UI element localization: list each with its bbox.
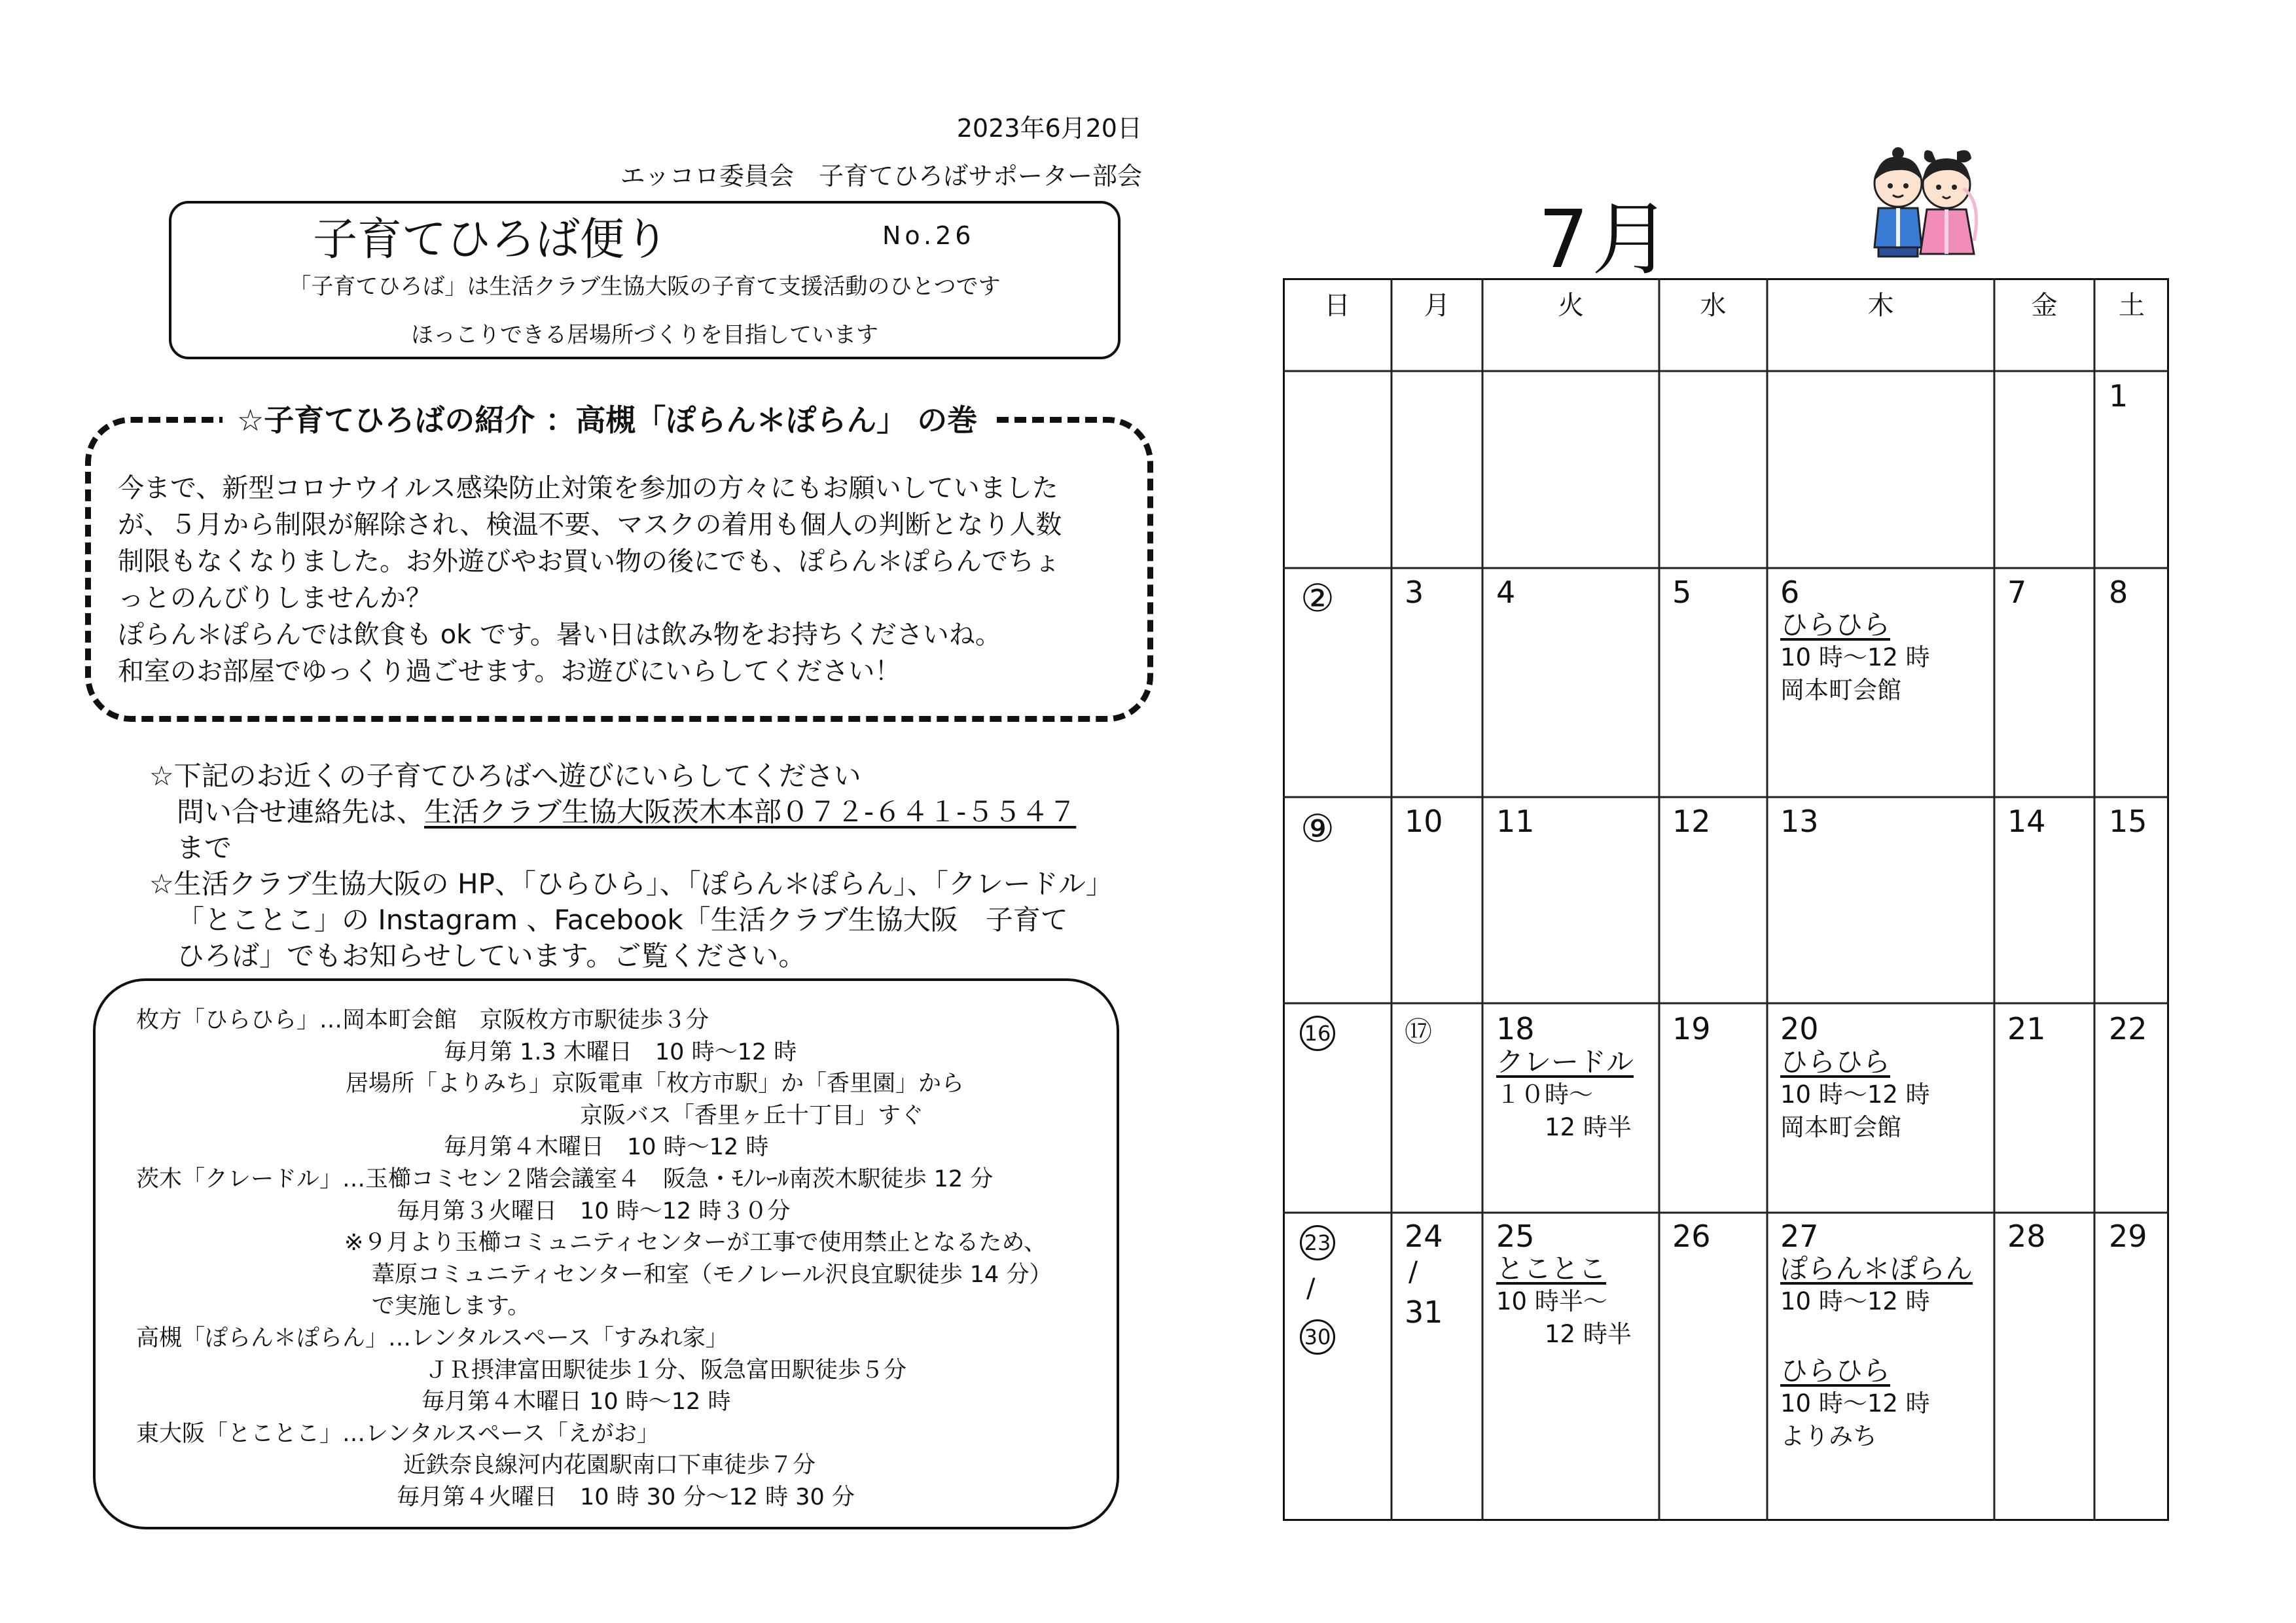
- location-line: 毎月第４木曜日 10 時～12 時: [422, 1389, 731, 1416]
- day-31: 31: [1405, 1294, 1443, 1330]
- event-day-6: [1780, 609, 1930, 707]
- event-time: 10 時～12 時: [1780, 1287, 1930, 1315]
- intro-line-2: ほっこりできる居場所づくりを目指しています: [411, 322, 878, 348]
- location-line: 毎月第４木曜日 10 時～12 時: [444, 1134, 769, 1161]
- notice-line: ☆生活クラブ生協大阪の HP、「ひらひら」、「ぽらん＊ぽらん」、「クレードル」: [149, 868, 1113, 900]
- location-line: 東大阪「とことこ」…レンタルスペース「えがお」: [136, 1420, 660, 1447]
- day-16-holiday: [1300, 1016, 1335, 1051]
- event-title: ひらひら: [1780, 1355, 1891, 1387]
- intro-line-1: 「子育てひろば」は生活クラブ生協大阪の子育て支援活動のひとつです: [289, 274, 1001, 300]
- location-line: 京阪バス「香里ヶ丘十丁目」すぐ: [580, 1102, 924, 1129]
- event-day-20: [1780, 1046, 1930, 1144]
- contact-prefix: 問い合せ連絡先は、: [177, 796, 425, 828]
- month-title: 7月: [1538, 193, 1674, 286]
- organization-name: エッコロ委員会 子育てひろばサポーター部会: [620, 162, 1142, 190]
- location-line: 毎月第 1.3 木曜日 10 時～12 時: [444, 1039, 797, 1065]
- weekday-fri: 金: [2031, 291, 2058, 321]
- day-23-30-slash: /: [1306, 1274, 1316, 1304]
- day-24-31-slash: /: [1408, 1255, 1418, 1287]
- notice-line: ☆下記のお近くの子育てひろばへ遊びにいらしてください: [149, 760, 861, 792]
- location-line: 茨木「クレードル」…玉櫛コミセン２階会議室４ 阪急・ﾓﾉﾚｰﾙ南茨木駅徒歩 12 分: [136, 1166, 994, 1192]
- location-line: 毎月第４火曜日 10 時 30 分～12 時 30 分: [397, 1484, 855, 1510]
- day-23-circle: 23: [1300, 1225, 1335, 1260]
- day-11: 11: [1496, 804, 1535, 839]
- event-title: クレードル: [1496, 1046, 1634, 1078]
- location-list: [136, 1005, 1052, 1514]
- event-title: ぽらん＊ぽらん: [1780, 1253, 1973, 1285]
- day-30-holiday: [1300, 1319, 1335, 1355]
- day-5: 5: [1672, 575, 1692, 610]
- day-18: 18: [1496, 1011, 1535, 1046]
- calendar-grid-lines: [1283, 278, 2169, 1521]
- event-title: とことこ: [1496, 1253, 1607, 1285]
- event-time: １０時～: [1496, 1080, 1593, 1109]
- location-line: 居場所「よりみち」京阪電車「枚方市駅」か「香里園」から: [346, 1071, 965, 1097]
- day-1: 1: [2109, 378, 2128, 414]
- event-day-18: [1496, 1046, 1634, 1144]
- location-line: ※９月より玉櫛コミュニティセンターが工事で使用禁止となるため、: [344, 1230, 1047, 1257]
- feature-line: 和室のお部屋でゆっくり過ごせます。お遊びにいらしてください！: [118, 656, 901, 687]
- issue-date: 2023年6月20日: [956, 114, 1142, 143]
- issue-number: No.26: [882, 221, 975, 250]
- day-2-holiday: ②: [1300, 576, 1335, 620]
- event-time: 10 時～12 時: [1780, 643, 1930, 671]
- newsletter-title: 子育てひろば便り: [313, 214, 670, 266]
- contact-line: [149, 794, 1113, 830]
- contact-phone: 生活クラブ生協大阪茨木本部０７２-６４１-５５４７: [424, 796, 1077, 828]
- feature-line: ぽらん＊ぽらんでは飲食も ok です。暑い日は飲み物をお持ちくださいね。: [118, 620, 1001, 650]
- day-29: 29: [2109, 1219, 2147, 1254]
- day-9-holiday: ⑨: [1300, 806, 1335, 851]
- event-day-27-hirahira: [1780, 1355, 1930, 1453]
- location-line: 葦原コミュニティセンター和室（モノレール沢良宜駅徒歩 14 分）: [372, 1261, 1052, 1288]
- event-time: 10 時～12 時: [1780, 1389, 1930, 1418]
- day-7: 7: [2007, 575, 2027, 610]
- day-26: 26: [1672, 1219, 1711, 1254]
- day-24: 24: [1405, 1219, 1443, 1254]
- day-20: 20: [1780, 1011, 1819, 1046]
- weekday-wed: 水: [1700, 291, 1727, 321]
- day-10: 10: [1405, 804, 1443, 839]
- event-time: 10 時半～: [1496, 1287, 1607, 1315]
- weekday-sun: 日: [1324, 291, 1350, 321]
- day-23-holiday: [1300, 1225, 1335, 1260]
- feature-body: [118, 470, 1139, 690]
- feature-heading: ☆子育てひろばの紹介 ：高槻「ぽらん＊ぽらん」 の巻: [223, 397, 992, 440]
- day-25: 25: [1496, 1219, 1535, 1254]
- event-place: よりみち: [1780, 1422, 1877, 1450]
- day-27: 27: [1780, 1219, 1819, 1254]
- day-17-holiday: ⑰: [1405, 1016, 1433, 1048]
- weekday-tue: 火: [1558, 291, 1584, 321]
- event-title: ひらひら: [1780, 1046, 1891, 1078]
- day-19: 19: [1672, 1011, 1711, 1046]
- weekday-mon: 月: [1424, 291, 1450, 321]
- notice-line: ひろば」でもお知らせしています。ご覧ください。: [177, 940, 806, 972]
- feature-line: が、５月から制限が解除され、検温不要、マスクの着用も個人の判断となり人数: [118, 510, 1062, 540]
- notice-line: まで: [177, 832, 232, 864]
- feature-line: っとのんびりしませんか？: [118, 583, 432, 613]
- event-time: 10 時～12 時: [1780, 1080, 1930, 1109]
- location-line: 高槻「ぽらん＊ぽらん」…レンタルスペース「すみれ家」: [136, 1325, 728, 1351]
- event-time: 12 時半: [1545, 1320, 1632, 1348]
- feature-line: 制限もなくなりました。お外遊びやお買い物の後にでも、ぽらん＊ぽらんでちょ: [118, 546, 1060, 577]
- event-title: ひらひら: [1780, 609, 1891, 641]
- day-14: 14: [2007, 804, 2046, 839]
- day-28: 28: [2007, 1219, 2046, 1254]
- notice-block: [149, 758, 1113, 974]
- day-4: 4: [1496, 575, 1516, 610]
- location-line: 毎月第３火曜日 10 時～12 時３０分: [397, 1198, 791, 1224]
- weekday-thu: 木: [1867, 291, 1894, 321]
- event-day-27-polan: [1780, 1253, 1973, 1318]
- day-13: 13: [1780, 804, 1819, 839]
- location-line: 近鉄奈良線河内花園駅南口下車徒歩７分: [403, 1452, 816, 1479]
- event-time: 12 時半: [1545, 1113, 1632, 1141]
- location-line: ＪＲ摂津富田駅徒歩１分、阪急富田駅徒歩５分: [425, 1357, 907, 1383]
- event-place: 岡本町会館: [1780, 676, 1901, 704]
- tanabata-couple-illustration: [1859, 143, 1983, 260]
- day-21: 21: [2007, 1011, 2046, 1046]
- day-6: 6: [1780, 575, 1800, 610]
- location-line: 枚方「ひらひら」…岡本町会館 京阪枚方市駅徒歩３分: [136, 1007, 709, 1033]
- location-line: で実施します。: [372, 1293, 531, 1320]
- day-12: 12: [1672, 804, 1711, 839]
- notice-line: 「とことこ」の Instagram 、Facebook「生活クラブ生協大阪 子育て: [177, 904, 1068, 936]
- event-day-25: [1496, 1253, 1632, 1351]
- event-place: 岡本町会館: [1780, 1113, 1901, 1141]
- weekday-sat: 土: [2119, 291, 2145, 321]
- day-15: 15: [2109, 804, 2147, 839]
- day-16-circle: 16: [1300, 1016, 1335, 1051]
- day-8: 8: [2109, 575, 2128, 610]
- day-30-circle: 30: [1300, 1319, 1335, 1355]
- day-22: 22: [2109, 1011, 2147, 1046]
- day-3: 3: [1405, 575, 1424, 610]
- feature-line: 今まで、新型コロナウイルス感染防止対策を参加の方々にもお願いしていました: [118, 473, 1058, 503]
